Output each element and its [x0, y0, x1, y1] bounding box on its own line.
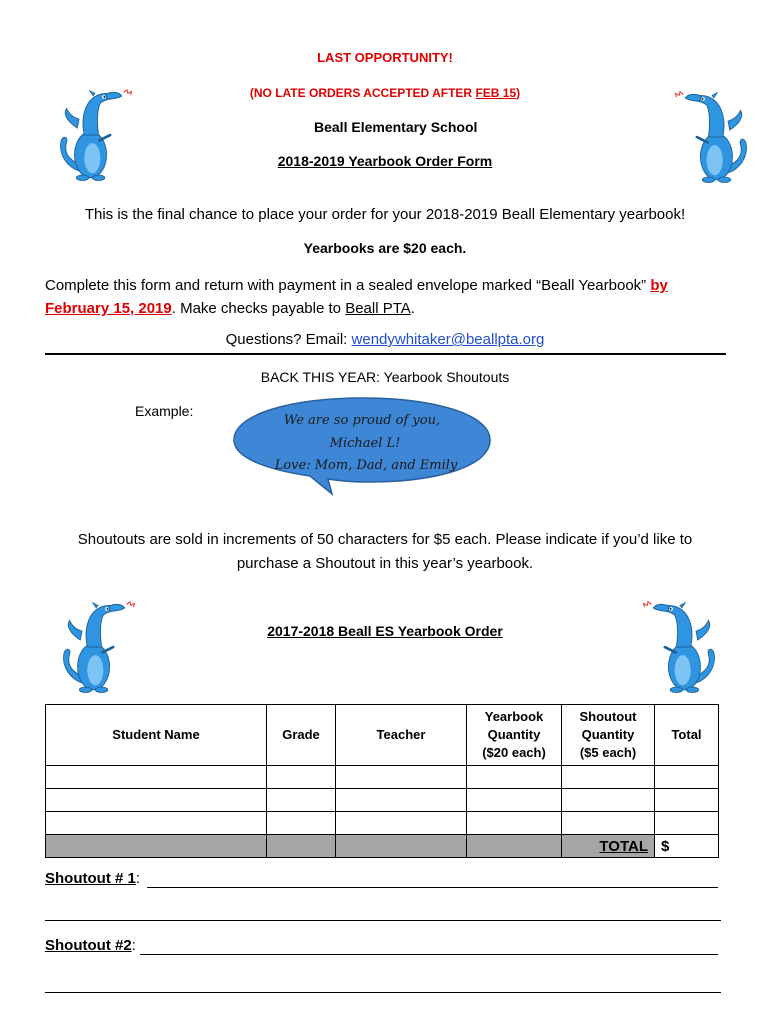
bubble-line-3: Love: Mom, Dad, and Emily [274, 458, 458, 473]
total-label: TOTAL [562, 835, 655, 858]
bubble-line-2: Michael L! [329, 436, 401, 451]
speech-bubble [228, 394, 498, 498]
late-notice: (NO LATE ORDERS ACCEPTED AFTER FEB 15) [249, 86, 521, 100]
col-grade: Grade [267, 705, 336, 766]
shoutout-1-field-line-2[interactable] [45, 920, 721, 921]
table-row[interactable] [46, 766, 719, 789]
bubble-line-1: We are so proud of you, [283, 413, 441, 428]
headline: LAST OPPORTUNITY! [317, 50, 453, 65]
divider [45, 353, 726, 355]
school-name: Beall Elementary School [314, 119, 478, 135]
shoutouts-heading: BACK THIS YEAR: Yearbook Shoutouts [260, 369, 510, 385]
shoutout-1-label: Shoutout # 1: [45, 870, 140, 887]
order-table [45, 704, 719, 858]
col-shoutout-qty: Shoutout Quantity ($5 each) [562, 705, 655, 766]
col-teacher: Teacher [336, 705, 467, 766]
shoutout-2-field[interactable] [140, 954, 718, 955]
total-amount-field[interactable]: $ [655, 835, 719, 858]
total-row [46, 835, 719, 858]
order-title: 2017-2018 Beall ES Yearbook Order [267, 623, 503, 639]
table-row[interactable] [46, 812, 719, 835]
col-total: Total [655, 705, 719, 766]
table-header-row [46, 705, 719, 766]
email-link[interactable]: wendywhitaker@beallpta.org [351, 331, 545, 348]
shoutout-description-1: Shoutouts are sold in increments of 50 characters for $5 each. Please indicate if you’d like to [77, 531, 693, 548]
price-text: Yearbooks are $20 each. [303, 240, 467, 256]
dragon-mascot-icon [672, 88, 752, 188]
dragon-mascot-icon [55, 86, 135, 186]
dragon-mascot-icon [640, 598, 720, 698]
example-label: Example: [135, 403, 194, 419]
questions-line: Questions? Email: wendywhitaker@beallpta.org [225, 331, 545, 348]
shoutout-1-field[interactable] [147, 887, 718, 888]
col-yearbook-qty: Yearbook Quantity ($20 each) [467, 705, 562, 766]
instructions-text: Complete this form and return with payment in a sealed envelope marked “Beall Yearbook” by February 15, 2019. Make checks payable to Beall PTA. [45, 277, 668, 317]
form-title: 2018-2019 Yearbook Order Form [277, 153, 493, 169]
dragon-mascot-icon [58, 598, 138, 698]
shoutout-description-2: purchase a Shoutout in this year’s yearbook. [236, 555, 534, 572]
shoutout-2-label: Shoutout #2: [45, 937, 136, 954]
col-student-name: Student Name [46, 705, 267, 766]
final-chance-text: This is the final chance to place your order for your 2018-2019 Beall Elementary yearbook! [84, 206, 686, 223]
table-row[interactable] [46, 789, 719, 812]
shoutout-2-field-line-2[interactable] [45, 992, 721, 993]
